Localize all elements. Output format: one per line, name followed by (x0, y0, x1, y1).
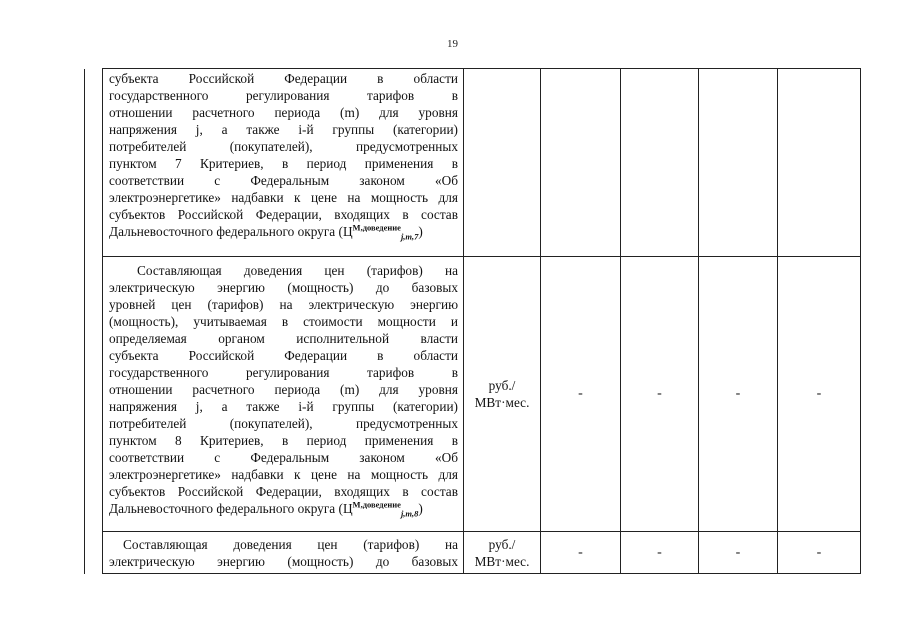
row-number-cell (85, 257, 103, 532)
description-cell (103, 532, 464, 574)
text-line: (мощность), учитываемая в стоимости мощности и (109, 314, 458, 329)
text-line: отношении расчетного периода (m) для уровня (109, 382, 458, 397)
unit-text: руб./ МВт·мес. (474, 537, 530, 569)
value-text: - (816, 386, 822, 401)
text-line: Составляющая доведения цен (тарифов) на (137, 263, 458, 278)
text-line: электроэнергетике» надбавки к цене на мощность для (109, 467, 458, 482)
value-text: - (735, 386, 741, 401)
symbol-subscript: j,m,7 (400, 231, 419, 242)
text-line: напряжения j, а также i-й группы (категории) (109, 399, 458, 414)
unit-cell (464, 69, 541, 257)
symbol-superscript: М,доведение (352, 222, 401, 233)
text-line: соответствии с Федеральным законом «Об (109, 173, 458, 188)
text-line-last (109, 223, 458, 240)
text-line: субъекта Российской Федерации в области (109, 348, 458, 363)
value-cell (778, 69, 861, 257)
text-line: государственного регулирования тарифов в (109, 365, 458, 380)
symbol-subscript: j,m,8 (400, 508, 419, 519)
value-text: - (657, 386, 662, 401)
value-cell (778, 532, 861, 574)
text-line: напряжения j, а также i-й группы (категории) (109, 122, 458, 137)
value-cell (699, 532, 778, 574)
value-text: - (816, 544, 822, 560)
page-number: 19 (447, 38, 458, 50)
description-cell (103, 69, 464, 257)
text-line: уровней цен (тарифов) на электрическую энергию (109, 297, 458, 312)
text-line: государственного регулирования тарифов в (109, 88, 458, 103)
text-line: электрическую энергию (мощность) до базовых (109, 280, 458, 295)
table-row (85, 532, 861, 574)
closing-paren: ) (418, 224, 423, 239)
value-cell (778, 257, 861, 532)
unit-cell (464, 257, 541, 532)
text-line: потребителей (покупателей), предусмотренных (109, 139, 458, 154)
text-line: субъекта Российской Федерации в области (109, 71, 458, 86)
symbol-base: Ц (342, 224, 353, 239)
text-line-fragment: Дальневосточного федерального округа ( (109, 501, 343, 516)
table-row (85, 257, 861, 532)
value-cell (541, 69, 621, 257)
text-line: пунктом 8 Критериев, в период применения в (109, 433, 458, 448)
description-text (103, 532, 463, 570)
value-cell (699, 257, 778, 532)
table-row (85, 69, 861, 257)
description-cell (103, 257, 464, 532)
text-line-fragment: Дальневосточного федерального округа ( (109, 224, 343, 239)
unit-cell (464, 532, 541, 574)
formula-symbol (342, 499, 419, 519)
value-text: - (657, 544, 662, 560)
description-text (103, 257, 463, 517)
value-text: - (735, 544, 741, 560)
value-cell (621, 257, 699, 532)
formula-symbol (342, 222, 419, 242)
value-cell (621, 69, 699, 257)
value-cell (541, 532, 621, 574)
row-number-cell (85, 532, 103, 574)
text-line: потребителей (покупателей), предусмотренных (109, 416, 458, 431)
text-line: Составляющая доведения цен (тарифов) на (123, 537, 458, 552)
text-line: определяемая органом исполнительной власти (109, 331, 458, 346)
value-text: - (578, 544, 583, 560)
description-text (103, 69, 463, 240)
value-text: - (578, 386, 583, 401)
row-number-cell (85, 69, 103, 257)
symbol-superscript: М,доведение (352, 499, 401, 510)
text-line: отношении расчетного периода (m) для уровня (109, 105, 458, 120)
text-line: субъектов Российской Федерации, входящих в состав (109, 484, 458, 499)
text-line: соответствии с Федеральным законом «Об (109, 450, 458, 465)
tariff-table (84, 68, 861, 574)
text-line: пунктом 7 Критериев, в период применения в (109, 156, 458, 171)
unit-text: руб./ МВт·мес. (474, 378, 530, 410)
value-cell (541, 257, 621, 532)
text-line: субъектов Российской Федерации, входящих в состав (109, 207, 458, 222)
closing-paren: ) (418, 501, 423, 516)
value-cell (621, 532, 699, 574)
text-line: электроэнергетике» надбавки к цене на мощность для (109, 190, 458, 205)
symbol-base: Ц (342, 501, 353, 516)
text-line-last (109, 500, 458, 517)
text-line: электрическую энергию (мощность) до базовых (109, 554, 458, 569)
value-cell (699, 69, 778, 257)
